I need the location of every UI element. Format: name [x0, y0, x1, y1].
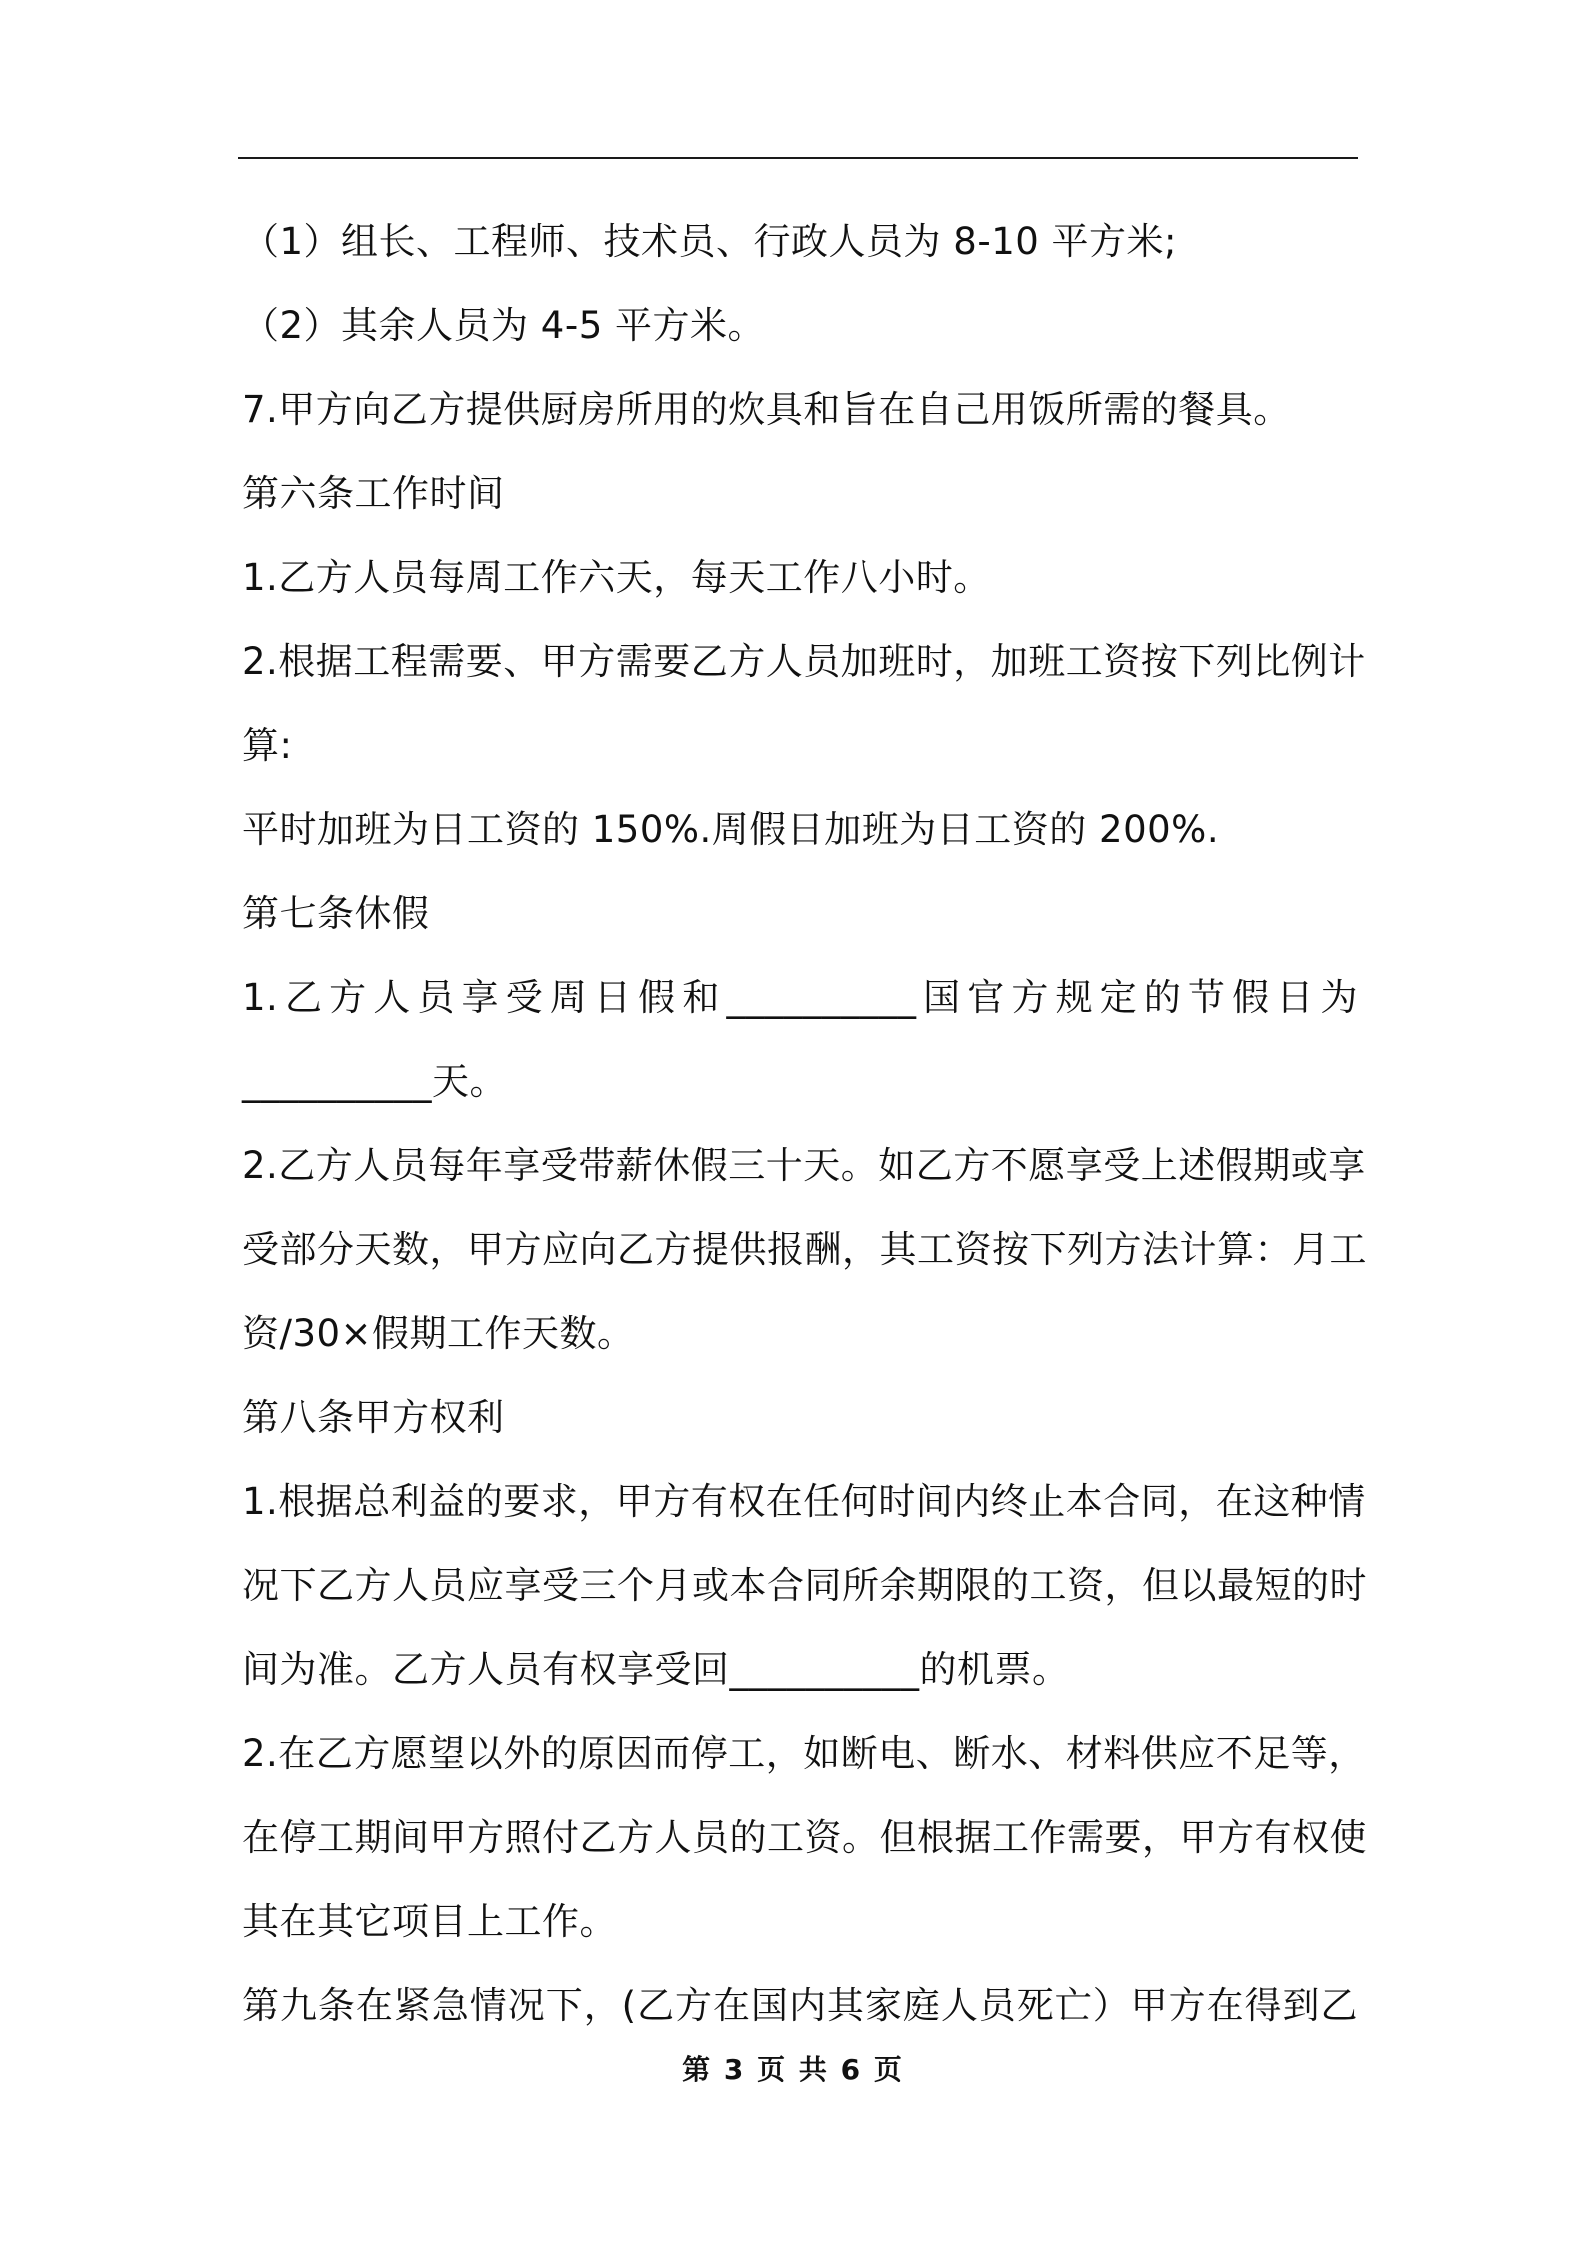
text-line: 其在其它项目上工作。: [242, 1900, 617, 1943]
text-line: 在停工期间甲方照付乙方人员的工资。但根据工作需要，甲方有权使: [242, 1816, 1367, 1859]
text-line: 1.根据总利益的要求，甲方有权在任何时间内终止本合同，在这种情: [242, 1480, 1366, 1523]
text-line: 2.在乙方愿望以外的原因而停工，如断电、断水、材料供应不足等，: [242, 1732, 1366, 1775]
document-body: [242, 200, 1367, 2048]
text-line: 1.乙方人员享受周日假和__________国官方规定的节假日为: [242, 976, 1358, 1019]
text-line: 受部分天数，甲方应向乙方提供报酬，其工资按下列方法计算：月工: [242, 1228, 1367, 1271]
text-line: 7.甲方向乙方提供厨房所用的炊具和旨在自己用饭所需的餐具。: [242, 388, 1291, 431]
text-line: 2.乙方人员每年享受带薪休假三十天。如乙方不愿享受上述假期或享: [242, 1144, 1366, 1187]
text-line: 第九条在紧急情况下，(乙方在国内其家庭人员死亡）甲方在得到乙: [242, 1984, 1358, 2027]
text-line: 算:: [242, 724, 293, 767]
text-line: __________天。: [242, 1060, 507, 1103]
text-line: 2.根据工程需要、甲方需要乙方人员加班时，加班工资按下列比例计: [242, 640, 1366, 683]
text-line: 平时加班为日工资的 150%.周假日加班为日工资的 200%.: [242, 808, 1220, 851]
text-line: 1.乙方人员每周工作六天，每天工作八小时。: [242, 556, 991, 599]
header-rule: [238, 157, 1358, 159]
section-heading: 第八条甲方权利: [242, 1396, 505, 1439]
text-line: （1）组长、工程师、技术员、行政人员为 8-10 平方米;: [242, 220, 1178, 263]
text-line: 况下乙方人员应享受三个月或本合同所余期限的工资，但以最短的时: [242, 1564, 1367, 1607]
section-heading: 第六条工作时间: [242, 472, 505, 515]
section-heading: 第七条休假: [242, 892, 430, 935]
text-line: 资/30×假期工作天数。: [242, 1312, 635, 1355]
text-line: （2）其余人员为 4-5 平方米。: [242, 304, 765, 347]
page-number: 第 3 页 共 6 页: [682, 2053, 904, 2086]
text-line: 间为准。乙方人员有权享受回__________的机票。: [242, 1648, 1070, 1691]
